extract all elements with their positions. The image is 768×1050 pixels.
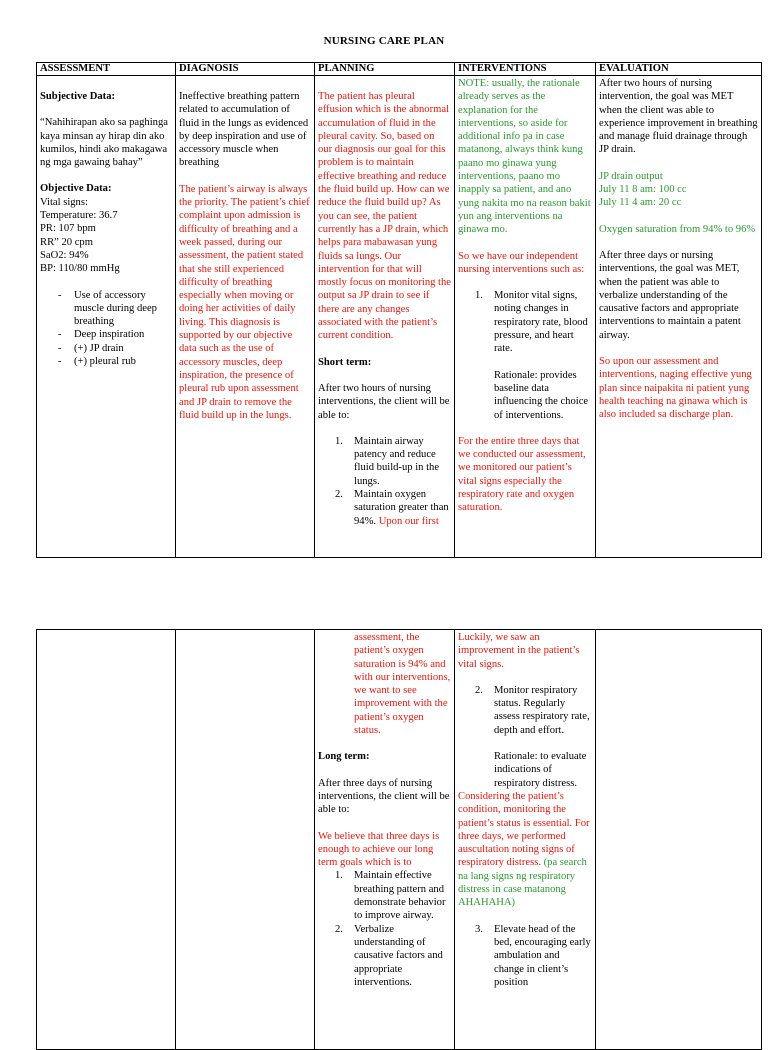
finding-item: - (+) pleural rub: [40, 355, 172, 368]
intervention-intro: So we have our independent nursing interventions such as:: [458, 250, 585, 275]
diagnosis-cell: [176, 76, 315, 558]
planning-intro: The patient has pleural effusion which is the abnormal accumulation of fluid in the pleural cavity. So, based on our diagnosis our goal for this problem is to maintain effective breathing and reduce the fluid build up. How can we reduce the fluid build up? As you can see, the patient currently has a JP drain, which helps para mabawasan yung fluids sa lungs. Our intervention for that will mostly focus on monitoring the output sa JP drain to see if there are any changes associated with the patient’s current condition.: [318, 91, 452, 342]
findings-list: [40, 289, 172, 369]
care-plan-table-page1: [36, 62, 762, 558]
short-term-goals: [318, 435, 451, 528]
vital-line: Vital signs:: [40, 196, 88, 208]
intervention-note: NOTE: usually, the rationale already serves as the explanation for the interventions, so aside for additional info pa in case matanong, always think kung paano mo ginawa yung interventions, paano mo inapply sa patient, and ano yung nakita mo na reason bakit yun ang interventions na ginawa mo.: [458, 78, 591, 236]
vital-line: BP: 110/80 mmHg: [40, 263, 120, 275]
vital-line: PR: 107 bpm: [40, 223, 96, 235]
intervention-list: [458, 289, 592, 355]
assessment-cell-continued: [37, 630, 176, 1050]
vital-line: Temperature: 36.7: [40, 210, 118, 222]
finding-item: - Deep inspiration: [40, 328, 172, 341]
planning-cell-continued: [315, 630, 455, 1050]
long-term-explanation: We believe that three days is enough to achieve our long term goals which is to: [318, 830, 440, 869]
content-row-continued: [37, 630, 762, 1050]
intervention-list: [458, 684, 592, 737]
interventions-cell-continued: [455, 630, 596, 1050]
oxygen-saturation-note: Oxygen saturation from 94% to 96%: [599, 223, 756, 235]
evaluation-long-term: After three days or nursing interventions, the goal was MET, when the patient was able to verbalize understanding of the causative factors and appropriate interventions to maintain a patent airway.: [599, 249, 741, 341]
evaluation-cell-continued: [596, 630, 762, 1050]
finding-item: - (+) JP drain: [40, 342, 172, 355]
care-plan-table-page2: [36, 629, 762, 1050]
short-term-heading: Short term:: [318, 356, 372, 368]
intervention-rationale: Rationale: to evaluate indications of respiratory distress.: [494, 751, 587, 789]
intervention-list: [458, 923, 592, 989]
header-diagnosis: DIAGNOSIS: [176, 63, 315, 76]
intervention-rationale: Rationale: provides baseline data influencing the choice of interventions.: [494, 369, 589, 421]
diagnosis-cell-continued: [176, 630, 315, 1050]
long-term-heading: Long term:: [318, 751, 370, 763]
intervention-explanation: Considering the patient’s condition, monitoring the patient’s status is essential. For three days, we performed auscultation noting signs of respiratory distress. (pa search na lang signs ng respiratory distress in case matanong AHAHAHA): [458, 790, 590, 909]
evaluation-cell: [596, 76, 762, 558]
header-evaluation: EVALUATION: [596, 63, 762, 76]
diagnosis-explanation: The patient’s airway is always the priority. The patient’s chief complaint upon admission is difficulty of breathing and a week passed, during our assessment, the patient stated that she still experienced difficulty of breathing especially when moving or doing her activities of daily living. This diagnosis is supported by our objective data such as the use of accessory muscles, deep inspiration, the presence of pleural rub upon assessment and JP drain to remove the fluid build up in the lungs.: [179, 183, 310, 421]
evaluation-comment: So upon our assessment and interventions, naging effective yung plan since naipakita ni patient yung health teaching na ginawa which is also included sa discharge plan.: [599, 356, 752, 421]
short-term-lead: After two hours of nursing interventions, the client will be able to:: [318, 382, 450, 421]
long-term-lead: After three days of nursing interventions, the client will be able to:: [318, 777, 450, 816]
intervention-item: 1. Monitor vital signs, noting changes in respiratory rate, blood pressure, and heart rate.: [475, 290, 588, 355]
long-term-goals: [318, 869, 451, 989]
header-assessment: ASSESSMENT: [37, 63, 176, 76]
short-term-goal: 1. Maintain airway patency and reduce fluid build-up in the lungs.: [335, 435, 440, 487]
evaluation-short-term: After two hours of nursing intervention, the goal was MET when the client was able to experience improvement in breathing and manage fluid drainage through JP drain.: [599, 78, 758, 156]
long-term-goal: 2. Verbalize understanding of causative factors and appropriate interventions.: [335, 923, 443, 988]
planning-cell: [315, 76, 455, 558]
interventions-cell: [455, 76, 596, 558]
jp-drain-reading: July 11 4 am: 20 cc: [599, 197, 682, 209]
jp-drain-reading: July 11 8 am: 100 cc: [599, 184, 687, 196]
page-title: NURSING CARE PLAN: [323, 35, 445, 47]
diagnosis-statement: Ineffective breathing pattern related to accumulation of fluid in the lungs as evidenced by deep inspiration and use of accessory muscle when breathing: [179, 91, 309, 169]
finding-item: - Use of accessory muscle during deep breathing: [40, 289, 172, 329]
short-term-goal: 2. Maintain oxygen saturation greater than 94%. Upon our first: [335, 489, 449, 527]
header-interventions: INTERVENTIONS: [455, 63, 596, 76]
intervention-item: 2. Monitor respiratory status. Regularly assess respiratory rate, depth and effort.: [475, 684, 590, 736]
subjective-quote: “Nahihirapan ako sa paghinga kaya minsan ay hirap din ako kumilos, hindi ako makagawa ng mga gawaing bahay”: [40, 117, 168, 169]
subjective-heading: Subjective Data:: [40, 91, 116, 102]
intervention-continued: Luckily, we saw an improvement in the patient’s vital signs.: [458, 632, 580, 670]
header-row: [37, 63, 762, 76]
planning-continued: assessment, the patient’s oxygen saturation is 94% and with our interventions, we want to see improvement with the patient’s oxygen status.: [354, 632, 451, 737]
header-planning: PLANNING: [315, 63, 455, 76]
long-term-goal: 1. Maintain effective breathing pattern and demonstrate behavior to improve airway.: [335, 870, 446, 922]
vital-line: SaO2: 94%: [40, 249, 89, 261]
assessment-cell: [37, 76, 176, 558]
vital-line: RR” 20 cpm: [40, 236, 93, 248]
intervention-explanation: For the entire three days that we conducted our assessment, we monitored our patient’s vital signs especially the respiratory rate and oxygen saturation.: [458, 435, 586, 514]
intervention-item: 3. Elevate head of the bed, encouraging early ambulation and change in client’s position: [475, 923, 591, 988]
objective-heading: Objective Data:: [40, 183, 112, 195]
content-row: [37, 76, 762, 558]
jp-drain-label: JP drain output: [599, 170, 663, 182]
